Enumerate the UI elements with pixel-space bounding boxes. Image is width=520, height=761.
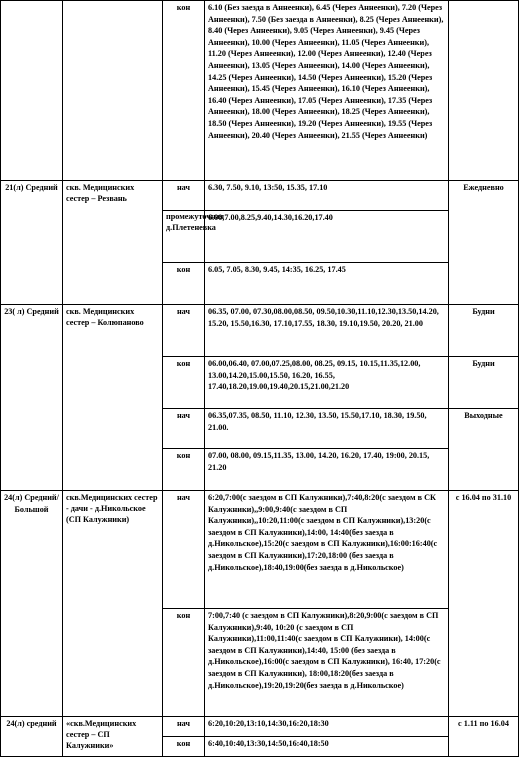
route-number: 23( л) Средний (1, 305, 63, 491)
stop-type-label: кон (163, 357, 205, 409)
route-name: скв. Медицинских сестер – Резвань (63, 181, 163, 305)
route-number-cell (1, 1, 63, 181)
stop-type-label: промежуточная д.Плетеневка (163, 211, 205, 263)
table-row (1, 717, 519, 737)
route-name-cell (63, 1, 163, 181)
departure-times: 6:20,7:00(с заездом в СП Калужники),7:40,8:20(с заездом в СК Калужники),,9:00,9:40(с заездом в СП Калужники),,10:20,11:00(с заездом в СП Калужники),13:20(с заездом в СП Калужники),14:00, 14:40(без заезда в д.Никольское),15:20(с заездом в СП Калужники),16:00:16:40(с заездом в СП Калужники),17:20,18:00 (без заезда в д.Никольское),18:40,19:00(без заезда в д.Никольское) (205, 491, 449, 609)
departure-times: 6.05, 7.05, 8.30, 9.45, 14:35, 16.25, 17.45 (205, 263, 449, 305)
schedule-days: Ежедневно (449, 181, 519, 305)
departure-times: 7:00,7:40 (с заездом в СП Калужники),8:20,9:00(с заездом в СП Калужники),9:40, 10:20 (с заездом в СП Калужники),11:00,11:40(с заездом в СП Калужники), 14:00(с заездом в СП Калужники),14:40, 15:00 (без заезда в д.Никольское),16:00(с заездом в СП Калужники), 16:40, 17:20(с заездом в СП Калужники), 18:00,18:20(без заезда в д.Никольское),19:20,19:20(без заезда в д.Никольское) (205, 609, 449, 717)
departure-times: 6.30, 7.50, 9.10, 13:50, 15.35, 17.10 (205, 181, 449, 211)
stop-type-label: кон (163, 263, 205, 305)
schedule-days: Будни (449, 305, 519, 357)
table-row (1, 305, 519, 357)
route-name: скв. Медицинских сестер – Колюпаново (63, 305, 163, 491)
departure-times: 6.10 (Без заезда в Аннеенки), 6.45 (Через Аннеенки), 7.20 (Через Аннеенки), 7.50 (Без заезда в Аннеенки), 8.25 (Через Аннеенки), 8.40 (Через Аннеенки), 9.05 (Через Аннеенки), 9.45 (Через Аннеенки), 10.00 (Через Аннеенки), 11.05 (Через Аннеенки), 11.20 (Через Аннеенки), 12.00 (Через Аннеенки), 12.40 (Через Аннеенки), 13.05 (Через Аннеенки), 14.00 (Через Аннеенки), 14.25 (Через Аннеенки), 14.50 (Через Аннеенки), 15.20 (Через Аннеенки), 15.45 (Через Аннеенки), 16.10 (Через Аннеенки), 16.40 (Через Аннеенки), 17.05 (Через Аннеенки), 17.35 (Через Аннеенки), 18.00 (Через Аннеенки), 18.25 (Через Аннеенки), 18.50 (Через Аннеенки), 19.20 (Через Аннеенки), 19.55 (Через Аннеенки), 20.40 (Через Аннеенки), 21.55 (Через Аннеенки) (205, 1, 449, 181)
departure-times: 6:20,10:20,13:10,14:30,16:20,18:30 (205, 717, 449, 737)
departure-times: 06.00,06.40, 07.00,07.25,08.00, 08.25, 09.15, 10.15,11.35,12.00, 13.00,14.20,15.00,15.50, 16.20, 16.55, 17.40,18.20,19.00,19.40,20.15,21.00,21.20 (205, 357, 449, 409)
stop-type-label: кон (163, 737, 205, 757)
route-number: 24(л) средний (1, 717, 63, 757)
schedule-days: с 16.04 по 31.10 (449, 491, 519, 717)
departure-times: 06.35, 07.00, 07.30,08.00,08.50, 09.50,10.30,11.10,12.30,13.50,14.20, 15.20, 15.50,16.30, 17.10,17.55, 18.30, 19.10,19.50, 20.20, 21.00 (205, 305, 449, 357)
departure-times: 6.00,7.00,8.25,9.40,14.30,16.20,17.40 (205, 211, 449, 263)
schedule-days: с 1.11 по 16.04 (449, 717, 519, 757)
stop-type-label: нач (163, 305, 205, 357)
route-name: скв.Медицинских сестер - дачи - д.Никольское (СП Калужники) (63, 491, 163, 717)
departure-times: 6:40,10:40,13:30,14:50,16:40,18:50 (205, 737, 449, 757)
stop-type-label: нач (163, 491, 205, 609)
stop-type-label: нач (163, 181, 205, 211)
stop-type-label: кон (163, 449, 205, 491)
table-row (1, 1, 519, 181)
departure-times: 07.00, 08.00, 09.15,11.35, 13.00, 14.20, 16.20, 17.40, 19:00, 20.15, 21.20 (205, 449, 449, 491)
route-number: 21(л) Средний (1, 181, 63, 305)
schedule-days: Выходные (449, 409, 519, 491)
table-row (1, 491, 519, 609)
departure-times: 06.35,07.35, 08.50, 11.10, 12.30, 13.50, 15.50,17.10, 18.30, 19.50, 21.00. (205, 409, 449, 449)
stop-type-label: кон (163, 609, 205, 717)
route-name: «скв.Медицинских сестер – СП Калужники» (63, 717, 163, 757)
stop-type-label: кон (163, 1, 205, 181)
schedule-days: Будни (449, 357, 519, 409)
schedule-days-cell (449, 1, 519, 181)
stop-type-label: нач (163, 717, 205, 737)
table-row (1, 181, 519, 211)
route-number: 24(л) Средний/ Большой (1, 491, 63, 717)
stop-type-label: нач (163, 409, 205, 449)
